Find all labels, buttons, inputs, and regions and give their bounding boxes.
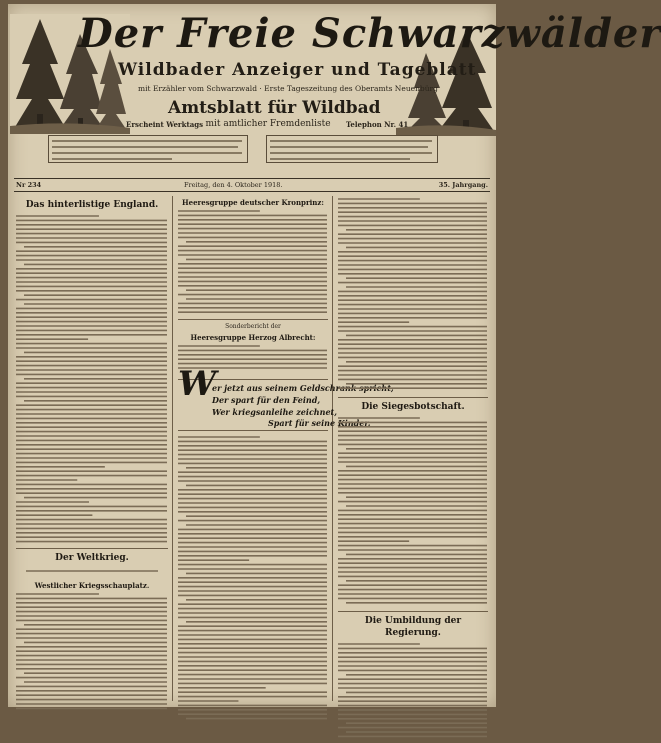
subscription-info-box bbox=[48, 135, 248, 163]
appeal-line-3: Wer kriegsanleihe zeichnet, bbox=[212, 406, 338, 417]
section-rule bbox=[338, 397, 488, 398]
newspaper-subline: mit Erzähler vom Schwarzwald · Erste Tageszeitung des Oberamts Neuenbürg bbox=[138, 84, 438, 93]
appeal-line-4: Spart für seine Kinder. bbox=[268, 417, 371, 428]
article-text-block bbox=[178, 208, 328, 314]
article-text-block bbox=[178, 434, 328, 724]
article-text-block bbox=[16, 213, 168, 543]
section-rule bbox=[178, 319, 328, 320]
column-1 bbox=[16, 196, 168, 701]
amtsblatt-heading: Amtsblatt für Wildbad bbox=[168, 98, 381, 118]
headline-heeresgruppe-kronprinz: Heeresgruppe deutscher Kronprinz: bbox=[182, 198, 324, 207]
column-rule-1 bbox=[172, 196, 173, 701]
war-bond-appeal bbox=[178, 363, 394, 428]
newspaper-page bbox=[8, 4, 661, 707]
volume-number: 35. Jahrgang. bbox=[438, 181, 488, 189]
dateline-bar bbox=[14, 178, 490, 192]
sonderbericht-label: Sonderbericht der bbox=[225, 323, 281, 331]
headline-heeresgruppe-albrecht: Heeresgruppe Herzog Albrecht: bbox=[190, 333, 316, 343]
appeal-initial: W bbox=[178, 363, 217, 404]
section-rule bbox=[178, 430, 328, 431]
advertising-info-box bbox=[266, 135, 438, 163]
appeal-line-2: Der spart für den Feind, bbox=[212, 394, 321, 405]
newspaper-title: Der Freie Schwarzwälder bbox=[78, 10, 661, 57]
article-text-block bbox=[338, 641, 488, 741]
section-rule bbox=[16, 548, 168, 549]
subscription-info-lines bbox=[52, 138, 246, 160]
newspaper-subtitle: Wildbader Anzeiger und Tageblatt bbox=[118, 60, 477, 80]
article-text-block bbox=[16, 566, 168, 576]
appeal-line-1: er jetzt aus seinem Geldschrank spricht, bbox=[212, 382, 394, 393]
headline-weltkrieg: Der Weltkrieg. bbox=[55, 553, 129, 564]
publication-schedule: Erscheint Werktags bbox=[126, 120, 204, 129]
headline-siegesbotschaft: Die Siegesbotschaft. bbox=[361, 402, 465, 413]
article-text-block bbox=[338, 196, 488, 392]
headline-westlicher-kriegsschauplatz: Westlicher Kriegsschauplatz. bbox=[34, 580, 150, 590]
column-2 bbox=[178, 196, 394, 701]
headline-umbildung-regierung: Die Umbildung der Regierung. bbox=[364, 615, 462, 638]
column-3 bbox=[338, 196, 488, 701]
issue-date: Freitag, den 4. Oktober 1918. bbox=[184, 181, 283, 189]
column-rule-2 bbox=[332, 196, 333, 701]
telephone-number: Telephon Nr. 41 bbox=[346, 120, 409, 129]
headline-hinterlistige-england: Das hinterlistige England. bbox=[25, 200, 159, 210]
issue-number: Nr 234 bbox=[16, 181, 42, 189]
article-text-block bbox=[16, 591, 168, 711]
fremdenliste-line: mit amtlicher Fremdenliste bbox=[205, 119, 331, 129]
article-text-block bbox=[338, 415, 488, 605]
advertising-info-lines bbox=[270, 138, 436, 160]
section-rule bbox=[338, 611, 488, 612]
masthead bbox=[8, 4, 661, 172]
